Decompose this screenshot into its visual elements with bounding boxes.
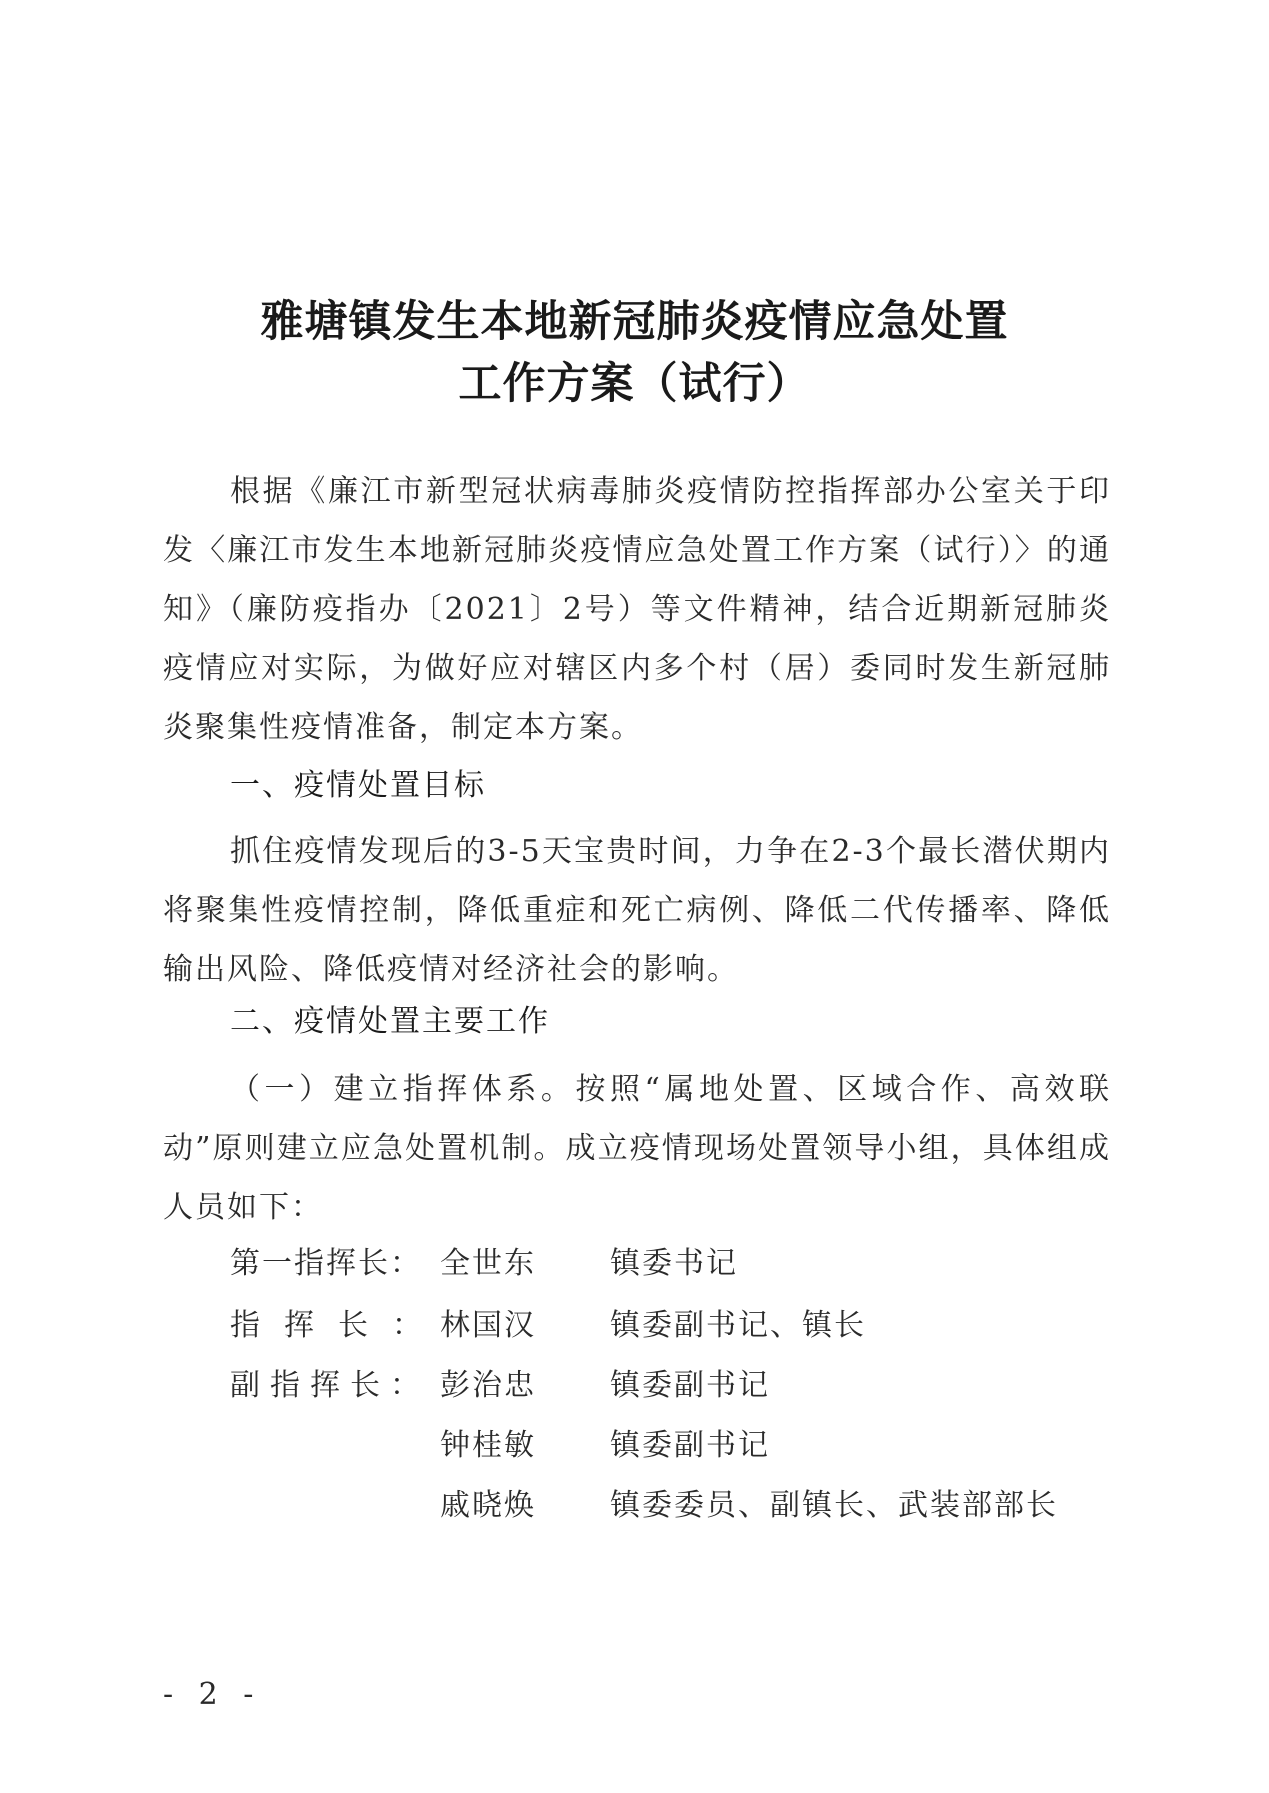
member-name: 林国汉: [440, 1308, 536, 1343]
intro-paragraph: 根据《廉江市新型冠状病毒肺炎疫情防控指挥部办公室关于印发〈廉江市发生本地新冠肺炎疫情应急处置工作方案（试行）〉的通知》（廉防疫指办〔2021〕2号）等文件精神，结合近期新冠肺炎疫情应对实际，为做好应对辖区内多个村（居）委同时发生新冠肺炎聚集性疫情准备，制定本方案。: [163, 474, 1111, 745]
member-name: 钟桂敏: [440, 1428, 536, 1463]
member-name: 戚晓焕: [440, 1488, 536, 1523]
member-name: 彭治忠: [440, 1368, 536, 1403]
section2-heading: 二、疫情处置主要工作: [230, 1004, 550, 1039]
document-title-line2: 工作方案（试行）: [458, 359, 811, 409]
member-role: 指挥长：: [230, 1308, 446, 1343]
section1-body: 抓住疫情发现后的3-5天宝贵时间，力争在2-3个最长潜伏期内将聚集性疫情控制，降低重症和死亡病例、降低二代传播率、降低输出风险、降低疫情对经济社会的影响。: [163, 834, 1111, 987]
member-role: 副指挥长：: [230, 1368, 430, 1403]
section2-body: （一）建立指挥体系。按照“属地处置、区域合作、高效联动”原则建立应急处置机制。成立疫情现场处置领导小组，具体组成人员如下：: [163, 1072, 1111, 1225]
member-role: 第一指挥长：: [230, 1246, 422, 1281]
document-title-line1: 雅塘镇发生本地新冠肺炎疫情应急处置: [260, 297, 1009, 347]
section1-heading: 一、疫情处置目标: [230, 768, 486, 803]
member-post: 镇委副书记: [610, 1368, 770, 1403]
member-name: 全世东: [440, 1246, 536, 1281]
member-post: 镇委副书记: [610, 1428, 770, 1463]
page-number: - 2 -: [163, 1677, 262, 1712]
member-post: 镇委副书记、镇长: [610, 1308, 866, 1343]
member-post: 镇委委员、副镇长、武装部部长: [610, 1488, 1058, 1523]
member-post: 镇委书记: [610, 1246, 738, 1281]
